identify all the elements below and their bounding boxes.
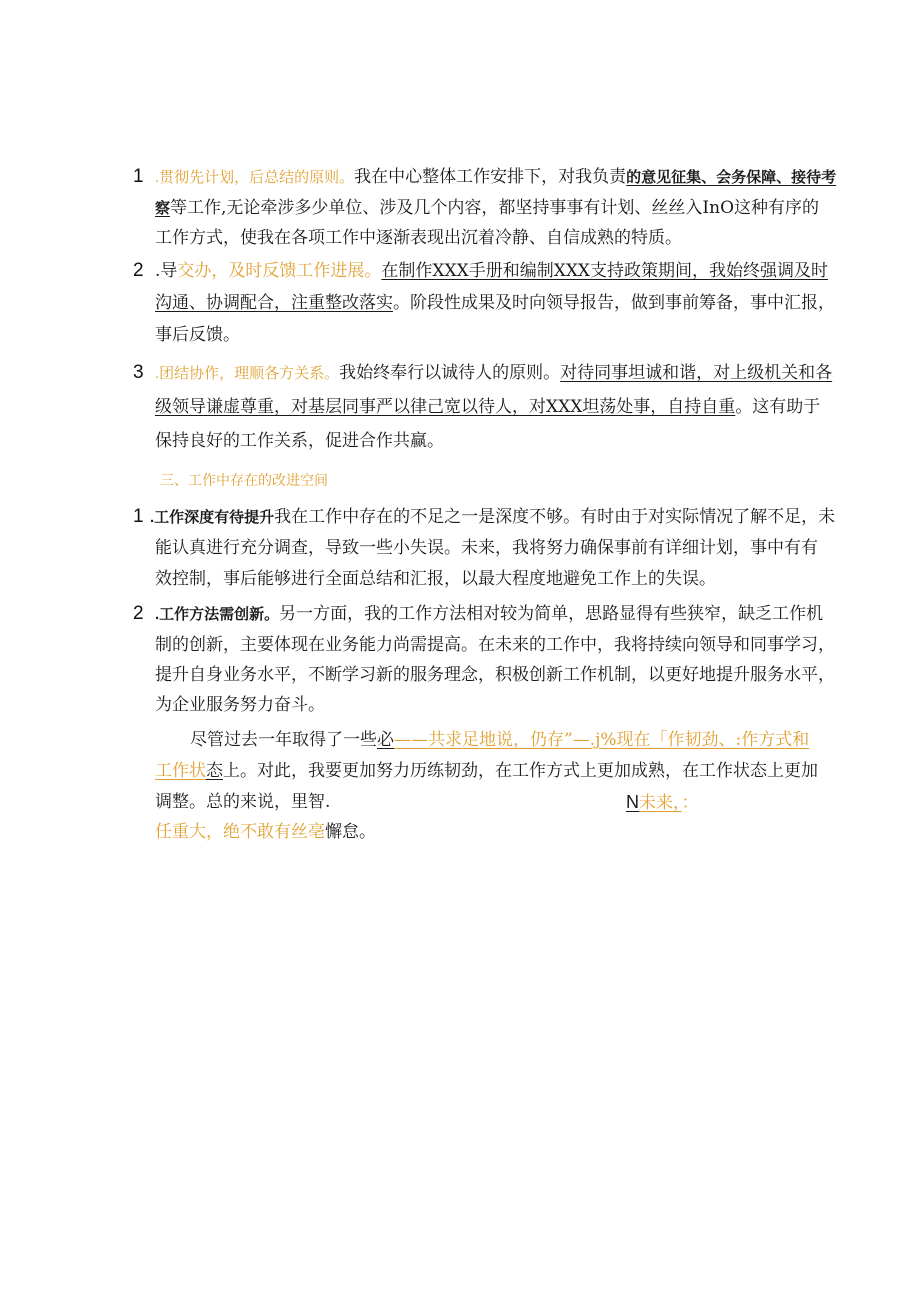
paragraph-line: 能认真进行充分调查，导致一些小失误。未来，我将努力确保事前有详细计划，事中有有	[155, 538, 818, 558]
section-heading: 三、工作中存在的改进空间	[160, 472, 328, 488]
paragraph-line: 事后反馈。	[155, 325, 240, 345]
text-run: 察	[155, 200, 171, 217]
text-run: 。阶段性成果及时向领导报告，做到事前筹备，事中汇报，	[393, 293, 835, 313]
text-run: N	[626, 792, 639, 812]
item-number: 1	[133, 506, 144, 527]
paragraph-line: 制的创新，主要体现在业务能力尚需提高。在未来的工作中，我将持续向领导和同事学习，	[155, 635, 835, 655]
paragraph-line: 效控制，事后能够进行全面总结和汇报，以最大程度地避免工作上的失误。	[155, 569, 716, 589]
item-title: .导	[155, 261, 178, 281]
item-title: .团结协作，理顺各方关系。	[155, 365, 340, 382]
text-run: 任重大，绝不敢有丝亳	[155, 822, 325, 842]
paragraph-line	[155, 396, 820, 418]
text-run: 另一方面，我的工作方法相对较为简单，思路显得有些狭窄，缺乏工作机	[279, 604, 824, 624]
item-title: .工作方法需创新。	[155, 606, 280, 623]
paragraph-line	[155, 603, 823, 626]
paragraph-line: 提升自身业务水平，不断学习新的服务理念，积极创新工作机制，以更好地提升服务水平，	[155, 665, 835, 685]
text-run: 上。对此，我要更加努力历练韧劲，在工作方式上更加成熟，在工作状态上更加	[223, 761, 818, 781]
paragraph-line	[626, 791, 699, 814]
paragraph-line	[190, 729, 809, 751]
item-number: 3	[133, 362, 144, 383]
text-run: 我在中心整体工作安排下，对我负责	[354, 167, 627, 187]
item-title: .工作深度有待提升	[150, 509, 275, 526]
text-run: 懈怠。	[325, 822, 376, 842]
paragraph-line	[155, 362, 832, 385]
text-run: 级领导谦虚尊重，对基层同事严以律己宽以待人，对XXX坦荡处事，自持自重	[155, 397, 736, 417]
text-run: 工作状	[155, 761, 206, 781]
text-run: 在制作XXX手册和编制XXX支持政策期间，我始终强调及时	[381, 261, 829, 281]
paragraph-line	[155, 292, 835, 314]
paragraph-line: 保持良好的工作关系，促进合作共赢。	[155, 431, 444, 451]
text-run: 沟通、协调配合，注重整改落实	[155, 293, 393, 313]
item-title: 交办，及时反馈工作进展。	[177, 261, 382, 281]
text-run: ：	[681, 793, 699, 813]
text-run: 未来，	[639, 793, 682, 813]
item-number: 1	[133, 166, 144, 187]
paragraph-line: 为企业服务努力奋斗。	[155, 695, 325, 715]
item-number: 2	[133, 603, 144, 624]
paragraph-line	[155, 260, 828, 282]
paragraph-line	[155, 166, 836, 189]
text-run: 调整。总的来说，里智.	[155, 792, 331, 812]
text-run: 必	[377, 730, 394, 750]
text-run: 的意见征集、会务保障、接待考	[626, 169, 837, 186]
paragraph-line	[150, 506, 835, 529]
text-run: 等工作,无论牵涉多少单位、涉及几个内容，都坚持事事有计划、丝丝入InO这种有序的	[170, 198, 820, 218]
text-run: 我始终奉行以诚待人的原则。	[339, 363, 561, 383]
text-run: 态	[206, 761, 223, 781]
paragraph-line	[155, 821, 376, 843]
paragraph-line	[155, 760, 818, 782]
text-run: 。这有助于	[735, 397, 821, 417]
text-run: 对待同事坦诚和谐，对上级机关和各	[560, 363, 833, 383]
text-run: 我在工作中存在的不足之一是深度不够。有时由于对实际情况了解不足，未	[274, 507, 836, 527]
paragraph-line	[155, 197, 819, 220]
item-title: .贯彻先计划，后总结的原则。	[155, 169, 355, 186]
paragraph-line: 工作方式，使我在各项工作中逐渐表现出沉着冷静、自信成熟的特质。	[155, 228, 682, 248]
text-run: 尽管过去一年取得了一些	[190, 730, 377, 750]
item-number: 2	[133, 260, 144, 281]
paragraph-line	[155, 791, 330, 813]
text-run: ——共求足地说，仍存”—.j%现在「作韧劲、:作方式和	[394, 730, 810, 750]
